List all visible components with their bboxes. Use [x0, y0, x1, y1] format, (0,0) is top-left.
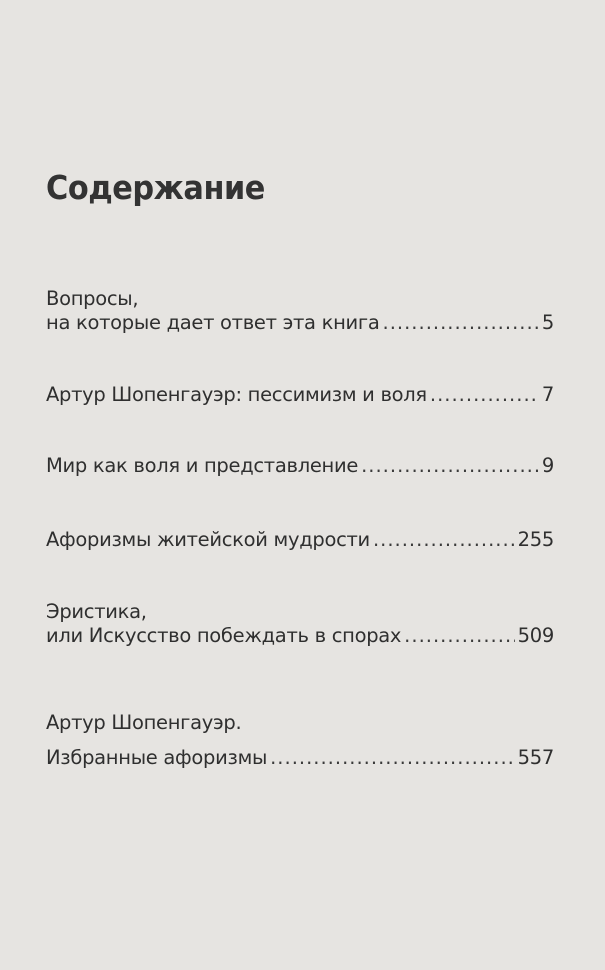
dot-leader: [361, 454, 539, 478]
toc-entry-title: Избранные афоризмы: [46, 746, 268, 769]
toc-page-number: 5: [541, 311, 554, 334]
toc-entry: [46, 454, 554, 478]
toc-page-number: 557: [517, 746, 554, 769]
toc-entry-title: или Искусство побеждать в спорах: [46, 624, 402, 647]
toc-page-number: 7: [541, 383, 554, 406]
toc-entry-title: Афоризмы житейской мудрости: [46, 528, 370, 551]
toc-entry-title: Мир как воля и представление: [46, 454, 359, 477]
toc-entry: [46, 383, 554, 407]
dot-leader: [383, 311, 539, 335]
toc-entry: [46, 287, 554, 335]
toc-entry-row: [46, 383, 554, 407]
page-title: Содержание: [46, 168, 265, 207]
toc-entry-row: [46, 624, 554, 648]
toc-entry-title: Артур Шопенгауэр: пессимизм и воля: [46, 383, 427, 406]
dot-leader: [404, 624, 515, 648]
toc-entry: [46, 711, 554, 770]
toc-entry-title-line: Эристика,: [46, 600, 147, 623]
toc-page-number: 255: [517, 528, 554, 551]
toc-entry-row: [46, 528, 554, 552]
toc-entry-row: [46, 311, 554, 335]
toc-entry-title: на которые дает ответ эта книга: [46, 311, 380, 334]
toc-entry-row: [46, 454, 554, 478]
dot-leader: [430, 383, 539, 407]
toc-entry-title-line: Артур Шопенгауэр.: [46, 711, 242, 734]
toc-page-number: 509: [517, 624, 554, 647]
toc-entry-row: [46, 746, 554, 770]
dot-leader: [373, 528, 515, 552]
toc-entry: [46, 528, 554, 552]
toc-page-number: 9: [541, 454, 554, 477]
toc-entry: [46, 600, 554, 648]
toc-entry-title-line: Вопросы,: [46, 287, 139, 310]
dot-leader: [270, 746, 515, 770]
